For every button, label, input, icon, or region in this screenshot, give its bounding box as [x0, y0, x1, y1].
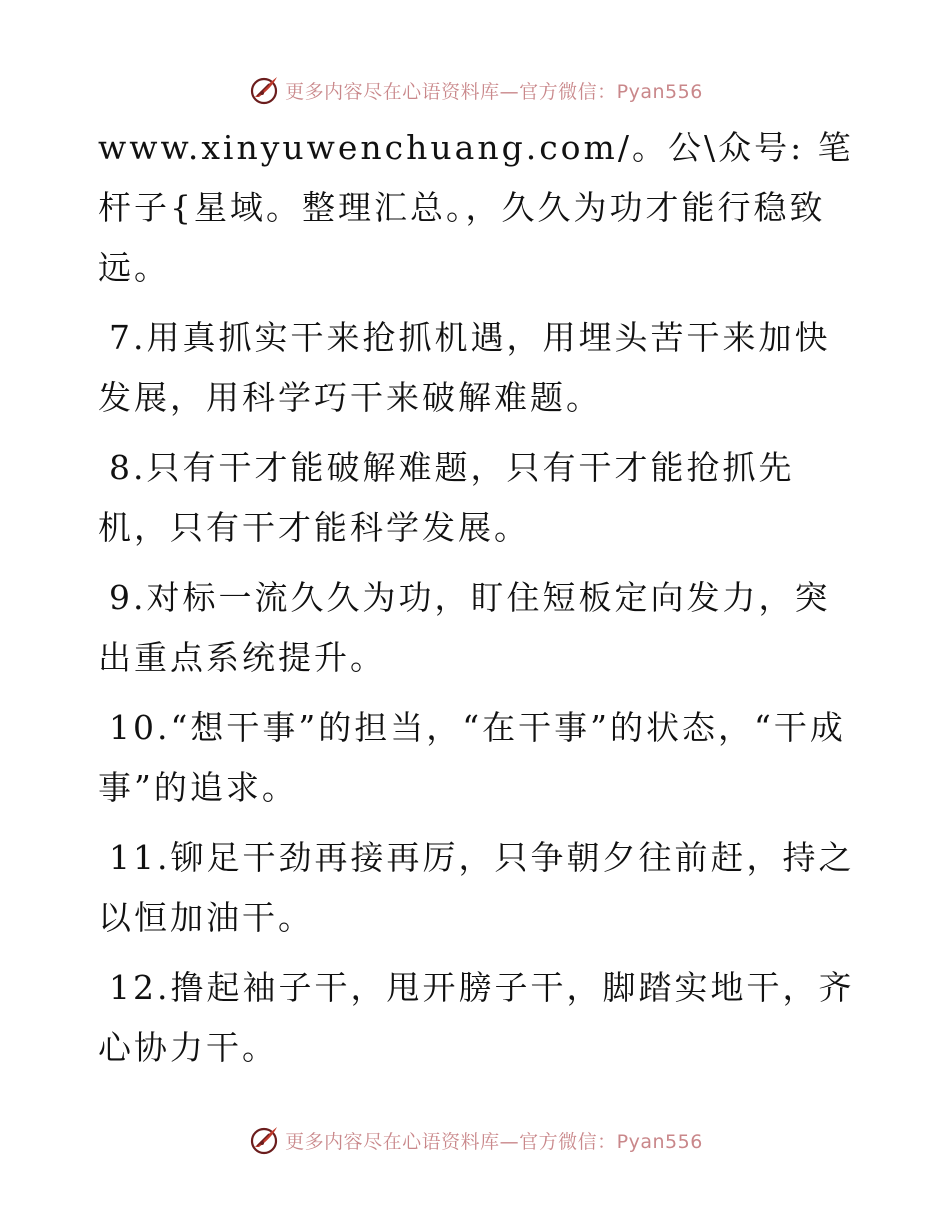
document-body	[98, 118, 858, 1088]
quill-pen-logo-icon	[247, 1123, 281, 1157]
watermark-label: 更多内容尽在心语资料库—官方微信：	[285, 80, 617, 103]
quill-pen-logo-icon	[247, 73, 281, 107]
footer-watermark-banner	[0, 1120, 950, 1160]
wechat-id: Pyan556	[616, 1130, 703, 1153]
list-item-8: 8.只有干才能破解难题，只有干才能抢抓先机，只有干才能科学发展。	[98, 448, 795, 547]
watermark-text	[285, 1127, 703, 1154]
list-item-10: 10.“想干事”的担当，“在干事”的状态，“干成事”的追求。	[98, 708, 846, 807]
list-item-12: 12.撸起袖子干，甩开膀子干，脚踏实地干，齐心协力干。	[98, 968, 855, 1067]
list-item-9: 9.对标一流久久为功，盯住短板定向发力，突出重点系统提升。	[98, 578, 831, 677]
watermark-text	[285, 77, 703, 104]
list-item-11: 11.铆足干劲再接再厉，只争朝夕往前赶，持之以恒加油干。	[98, 838, 855, 937]
paragraph-intro: www.xinyuwenchuang.com/。公\众号: 笔杆子{星域。整理汇总。，久久为功才能行稳致远。	[98, 128, 854, 287]
wechat-id: Pyan556	[616, 80, 703, 103]
header-watermark-banner	[0, 70, 950, 110]
list-item-7: 7.用真抓实干来抢抓机遇，用埋头苦干来加快发展，用科学巧干来破解难题。	[98, 318, 831, 417]
watermark-label: 更多内容尽在心语资料库—官方微信：	[285, 1130, 617, 1153]
